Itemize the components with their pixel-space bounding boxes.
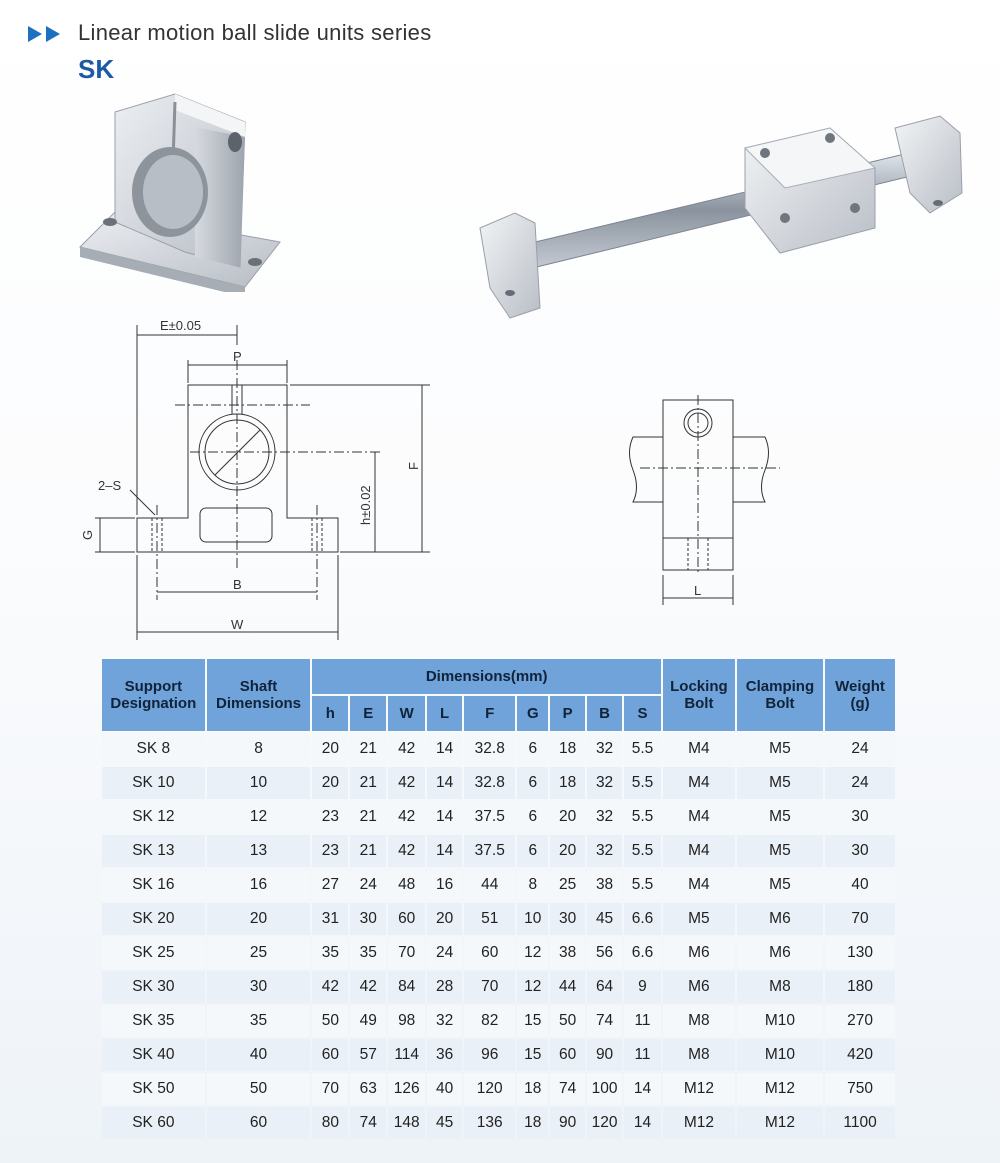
table-cell: 48 bbox=[388, 869, 425, 901]
col-clamping-header: Clamping Bolt bbox=[737, 659, 823, 731]
table-cell: 28 bbox=[427, 971, 462, 1003]
table-row bbox=[102, 1073, 895, 1105]
dim-header-S: S bbox=[624, 696, 661, 731]
table-cell: 24 bbox=[350, 869, 386, 901]
table-cell: SK 60 bbox=[102, 1107, 205, 1139]
table-cell: 16 bbox=[427, 869, 462, 901]
table-cell: 114 bbox=[388, 1039, 425, 1071]
table-cell: 50 bbox=[312, 1005, 348, 1037]
table-cell: 30 bbox=[825, 835, 895, 867]
table-cell: SK 20 bbox=[102, 903, 205, 935]
table-cell: 27 bbox=[312, 869, 348, 901]
table-cell: 21 bbox=[350, 733, 386, 765]
table-cell: 10 bbox=[207, 767, 311, 799]
table-cell: 1100 bbox=[825, 1107, 895, 1139]
table-cell: 63 bbox=[350, 1073, 386, 1105]
table-cell: 44 bbox=[550, 971, 585, 1003]
table-cell: 42 bbox=[312, 971, 348, 1003]
table-cell: 30 bbox=[825, 801, 895, 833]
table-row bbox=[102, 1005, 895, 1037]
table-cell: 15 bbox=[517, 1039, 548, 1071]
table-cell: 96 bbox=[464, 1039, 515, 1071]
table-cell: 36 bbox=[427, 1039, 462, 1071]
table-cell: 20 bbox=[207, 903, 311, 935]
table-cell: 6 bbox=[517, 801, 548, 833]
table-cell: SK 50 bbox=[102, 1073, 205, 1105]
table-cell: 23 bbox=[312, 801, 348, 833]
dim-label-F: F bbox=[406, 462, 421, 470]
table-cell: M10 bbox=[737, 1039, 823, 1071]
table-cell: M12 bbox=[663, 1073, 735, 1105]
table-cell: 5.5 bbox=[624, 869, 661, 901]
table-cell: 12 bbox=[207, 801, 311, 833]
table-cell: 8 bbox=[207, 733, 311, 765]
table-cell: 14 bbox=[427, 801, 462, 833]
dim-header-P: P bbox=[550, 696, 585, 731]
table-cell: 32 bbox=[587, 733, 622, 765]
table-cell: 32 bbox=[587, 801, 622, 833]
table-cell: 18 bbox=[550, 733, 585, 765]
table-cell: 98 bbox=[388, 1005, 425, 1037]
table-cell: M8 bbox=[737, 971, 823, 1003]
table-cell: 11 bbox=[624, 1005, 661, 1037]
table-cell: 5.5 bbox=[624, 835, 661, 867]
table-row bbox=[102, 903, 895, 935]
table-cell: 5.5 bbox=[624, 801, 661, 833]
table-cell: 42 bbox=[388, 767, 425, 799]
table-cell: SK 12 bbox=[102, 801, 205, 833]
table-cell: 35 bbox=[350, 937, 386, 969]
table-cell: 126 bbox=[388, 1073, 425, 1105]
table-cell: SK 8 bbox=[102, 733, 205, 765]
dim-header-G: G bbox=[517, 696, 548, 731]
table-cell: 24 bbox=[825, 733, 895, 765]
table-cell: 51 bbox=[464, 903, 515, 935]
table-cell: 148 bbox=[388, 1107, 425, 1139]
table-cell: 37.5 bbox=[464, 801, 515, 833]
table-cell: SK 10 bbox=[102, 767, 205, 799]
table-cell: 74 bbox=[550, 1073, 585, 1105]
table-cell: M4 bbox=[663, 801, 735, 833]
col-weight-header: Weight (g) bbox=[825, 659, 895, 731]
table-cell: 90 bbox=[587, 1039, 622, 1071]
table-cell: 12 bbox=[517, 971, 548, 1003]
table-cell: 20 bbox=[312, 733, 348, 765]
table-cell: 120 bbox=[464, 1073, 515, 1105]
table-cell: 270 bbox=[825, 1005, 895, 1037]
table-cell: 42 bbox=[388, 835, 425, 867]
table-cell: 20 bbox=[550, 801, 585, 833]
dim-header-B: B bbox=[587, 696, 622, 731]
table-cell: 30 bbox=[350, 903, 386, 935]
table-row bbox=[102, 937, 895, 969]
table-cell: 136 bbox=[464, 1107, 515, 1139]
table-cell: 60 bbox=[464, 937, 515, 969]
table-cell: 70 bbox=[312, 1073, 348, 1105]
table-cell: 49 bbox=[350, 1005, 386, 1037]
table-cell: 15 bbox=[517, 1005, 548, 1037]
table-cell: 120 bbox=[587, 1107, 622, 1139]
table-cell: 20 bbox=[550, 835, 585, 867]
table-cell: 100 bbox=[587, 1073, 622, 1105]
series-code: SK bbox=[78, 54, 115, 84]
table-cell: 5.5 bbox=[624, 733, 661, 765]
table-cell: 30 bbox=[207, 971, 311, 1003]
table-cell: M4 bbox=[663, 733, 735, 765]
table-cell: 420 bbox=[825, 1039, 895, 1071]
table-cell: 70 bbox=[825, 903, 895, 935]
table-cell: M10 bbox=[737, 1005, 823, 1037]
table-cell: SK 30 bbox=[102, 971, 205, 1003]
table-cell: 32 bbox=[427, 1005, 462, 1037]
table-cell: 14 bbox=[427, 767, 462, 799]
table-cell: M5 bbox=[737, 835, 823, 867]
table-cell: 21 bbox=[350, 835, 386, 867]
table-cell: M4 bbox=[663, 869, 735, 901]
table-cell: 38 bbox=[587, 869, 622, 901]
dim-header-E: E bbox=[350, 696, 386, 731]
table-cell: 30 bbox=[550, 903, 585, 935]
table-cell: 57 bbox=[350, 1039, 386, 1071]
table-cell: 31 bbox=[312, 903, 348, 935]
table-cell: 130 bbox=[825, 937, 895, 969]
table-cell: M8 bbox=[663, 1005, 735, 1037]
table-cell: M12 bbox=[737, 1107, 823, 1139]
table-cell: 10 bbox=[517, 903, 548, 935]
table-cell: 8 bbox=[517, 869, 548, 901]
table-cell: 16 bbox=[207, 869, 311, 901]
table-cell: 64 bbox=[587, 971, 622, 1003]
table-cell: 56 bbox=[587, 937, 622, 969]
spec-table bbox=[100, 657, 897, 1141]
table-cell: 18 bbox=[550, 767, 585, 799]
dim-header-W: W bbox=[388, 696, 425, 731]
dim-label-G: G bbox=[80, 529, 95, 540]
table-cell: 180 bbox=[825, 971, 895, 1003]
table-cell: 38 bbox=[550, 937, 585, 969]
table-cell: SK 16 bbox=[102, 869, 205, 901]
dim-header-h: h bbox=[312, 696, 348, 731]
table-cell: M8 bbox=[663, 1039, 735, 1071]
table-cell: 50 bbox=[207, 1073, 311, 1105]
table-cell: 12 bbox=[517, 937, 548, 969]
table-cell: 13 bbox=[207, 835, 311, 867]
table-cell: M5 bbox=[737, 801, 823, 833]
table-cell: M12 bbox=[737, 1073, 823, 1105]
page-title: Linear motion ball slide units series bbox=[78, 20, 432, 45]
col-support-header: Support Designation bbox=[102, 659, 205, 731]
table-cell: 44 bbox=[464, 869, 515, 901]
table-cell: 25 bbox=[550, 869, 585, 901]
table-cell: M6 bbox=[663, 937, 735, 969]
table-cell: M5 bbox=[737, 869, 823, 901]
table-cell: M6 bbox=[737, 903, 823, 935]
table-cell: 32 bbox=[587, 835, 622, 867]
dim-label-L: L bbox=[694, 583, 702, 598]
dim-label-W: W bbox=[231, 617, 244, 632]
table-cell: 60 bbox=[207, 1107, 311, 1139]
col-dimensions-header: Dimensions(mm) bbox=[312, 659, 661, 694]
table-cell: 60 bbox=[388, 903, 425, 935]
table-cell: 6 bbox=[517, 733, 548, 765]
table-cell: 35 bbox=[312, 937, 348, 969]
table-cell: M4 bbox=[663, 767, 735, 799]
table-cell: 32.8 bbox=[464, 767, 515, 799]
table-cell: 40 bbox=[825, 869, 895, 901]
table-cell: 14 bbox=[624, 1073, 661, 1105]
table-cell: 60 bbox=[312, 1039, 348, 1071]
table-row bbox=[102, 733, 895, 765]
table-cell: 42 bbox=[388, 801, 425, 833]
table-cell: 5.5 bbox=[624, 767, 661, 799]
table-cell: 37.5 bbox=[464, 835, 515, 867]
table-cell: 21 bbox=[350, 801, 386, 833]
table-cell: 6 bbox=[517, 835, 548, 867]
table-cell: 24 bbox=[427, 937, 462, 969]
table-cell: 32 bbox=[587, 767, 622, 799]
table-cell: 35 bbox=[207, 1005, 311, 1037]
table-cell: 50 bbox=[550, 1005, 585, 1037]
table-cell: 42 bbox=[388, 733, 425, 765]
table-cell: SK 13 bbox=[102, 835, 205, 867]
table-cell: 40 bbox=[207, 1039, 311, 1071]
dim-label-B: B bbox=[233, 577, 242, 592]
table-cell: 20 bbox=[427, 903, 462, 935]
table-cell: 23 bbox=[312, 835, 348, 867]
table-cell: 40 bbox=[427, 1073, 462, 1105]
table-cell: M5 bbox=[737, 767, 823, 799]
table-cell: SK 35 bbox=[102, 1005, 205, 1037]
table-cell: 18 bbox=[517, 1107, 548, 1139]
table-cell: 45 bbox=[427, 1107, 462, 1139]
table-cell: 18 bbox=[517, 1073, 548, 1105]
table-cell: 32.8 bbox=[464, 733, 515, 765]
table-cell: M5 bbox=[737, 733, 823, 765]
col-locking-header: Locking Bolt bbox=[663, 659, 735, 731]
dim-header-L: L bbox=[427, 696, 462, 731]
table-cell: 70 bbox=[464, 971, 515, 1003]
table-cell: 45 bbox=[587, 903, 622, 935]
dim-header-F: F bbox=[464, 696, 515, 731]
table-cell: 14 bbox=[427, 733, 462, 765]
table-cell: 60 bbox=[550, 1039, 585, 1071]
table-cell: 14 bbox=[427, 835, 462, 867]
table-cell: 42 bbox=[350, 971, 386, 1003]
dim-label-P: P bbox=[233, 349, 242, 364]
table-row bbox=[102, 801, 895, 833]
table-cell: 6.6 bbox=[624, 937, 661, 969]
table-cell: 11 bbox=[624, 1039, 661, 1071]
table-cell: M12 bbox=[663, 1107, 735, 1139]
table-row bbox=[102, 1039, 895, 1071]
table-cell: 70 bbox=[388, 937, 425, 969]
table-cell: 74 bbox=[350, 1107, 386, 1139]
table-row bbox=[102, 767, 895, 799]
table-cell: M4 bbox=[663, 835, 735, 867]
table-cell: M6 bbox=[737, 937, 823, 969]
table-row bbox=[102, 1107, 895, 1139]
dim-label-E: E±0.05 bbox=[160, 318, 202, 333]
table-cell: 6 bbox=[517, 767, 548, 799]
table-cell: 9 bbox=[624, 971, 661, 1003]
table-cell: 74 bbox=[587, 1005, 622, 1037]
table-cell: 20 bbox=[312, 767, 348, 799]
table-cell: M6 bbox=[663, 971, 735, 1003]
table-cell: 6.6 bbox=[624, 903, 661, 935]
table-cell: SK 25 bbox=[102, 937, 205, 969]
table-cell: 82 bbox=[464, 1005, 515, 1037]
table-cell: 750 bbox=[825, 1073, 895, 1105]
table-cell: 21 bbox=[350, 767, 386, 799]
table-cell: 25 bbox=[207, 937, 311, 969]
table-row bbox=[102, 869, 895, 901]
table-cell: M5 bbox=[663, 903, 735, 935]
table-row bbox=[102, 971, 895, 1003]
dim-label-S: 2–S bbox=[98, 478, 122, 493]
col-shaft-header: Shaft Dimensions bbox=[207, 659, 311, 731]
dim-label-h: h±0.02 bbox=[358, 485, 373, 525]
table-cell: 80 bbox=[312, 1107, 348, 1139]
table-cell: SK 40 bbox=[102, 1039, 205, 1071]
table-cell: 84 bbox=[388, 971, 425, 1003]
table-cell: 24 bbox=[825, 767, 895, 799]
table-cell: 90 bbox=[550, 1107, 585, 1139]
table-row bbox=[102, 835, 895, 867]
table-cell: 14 bbox=[624, 1107, 661, 1139]
